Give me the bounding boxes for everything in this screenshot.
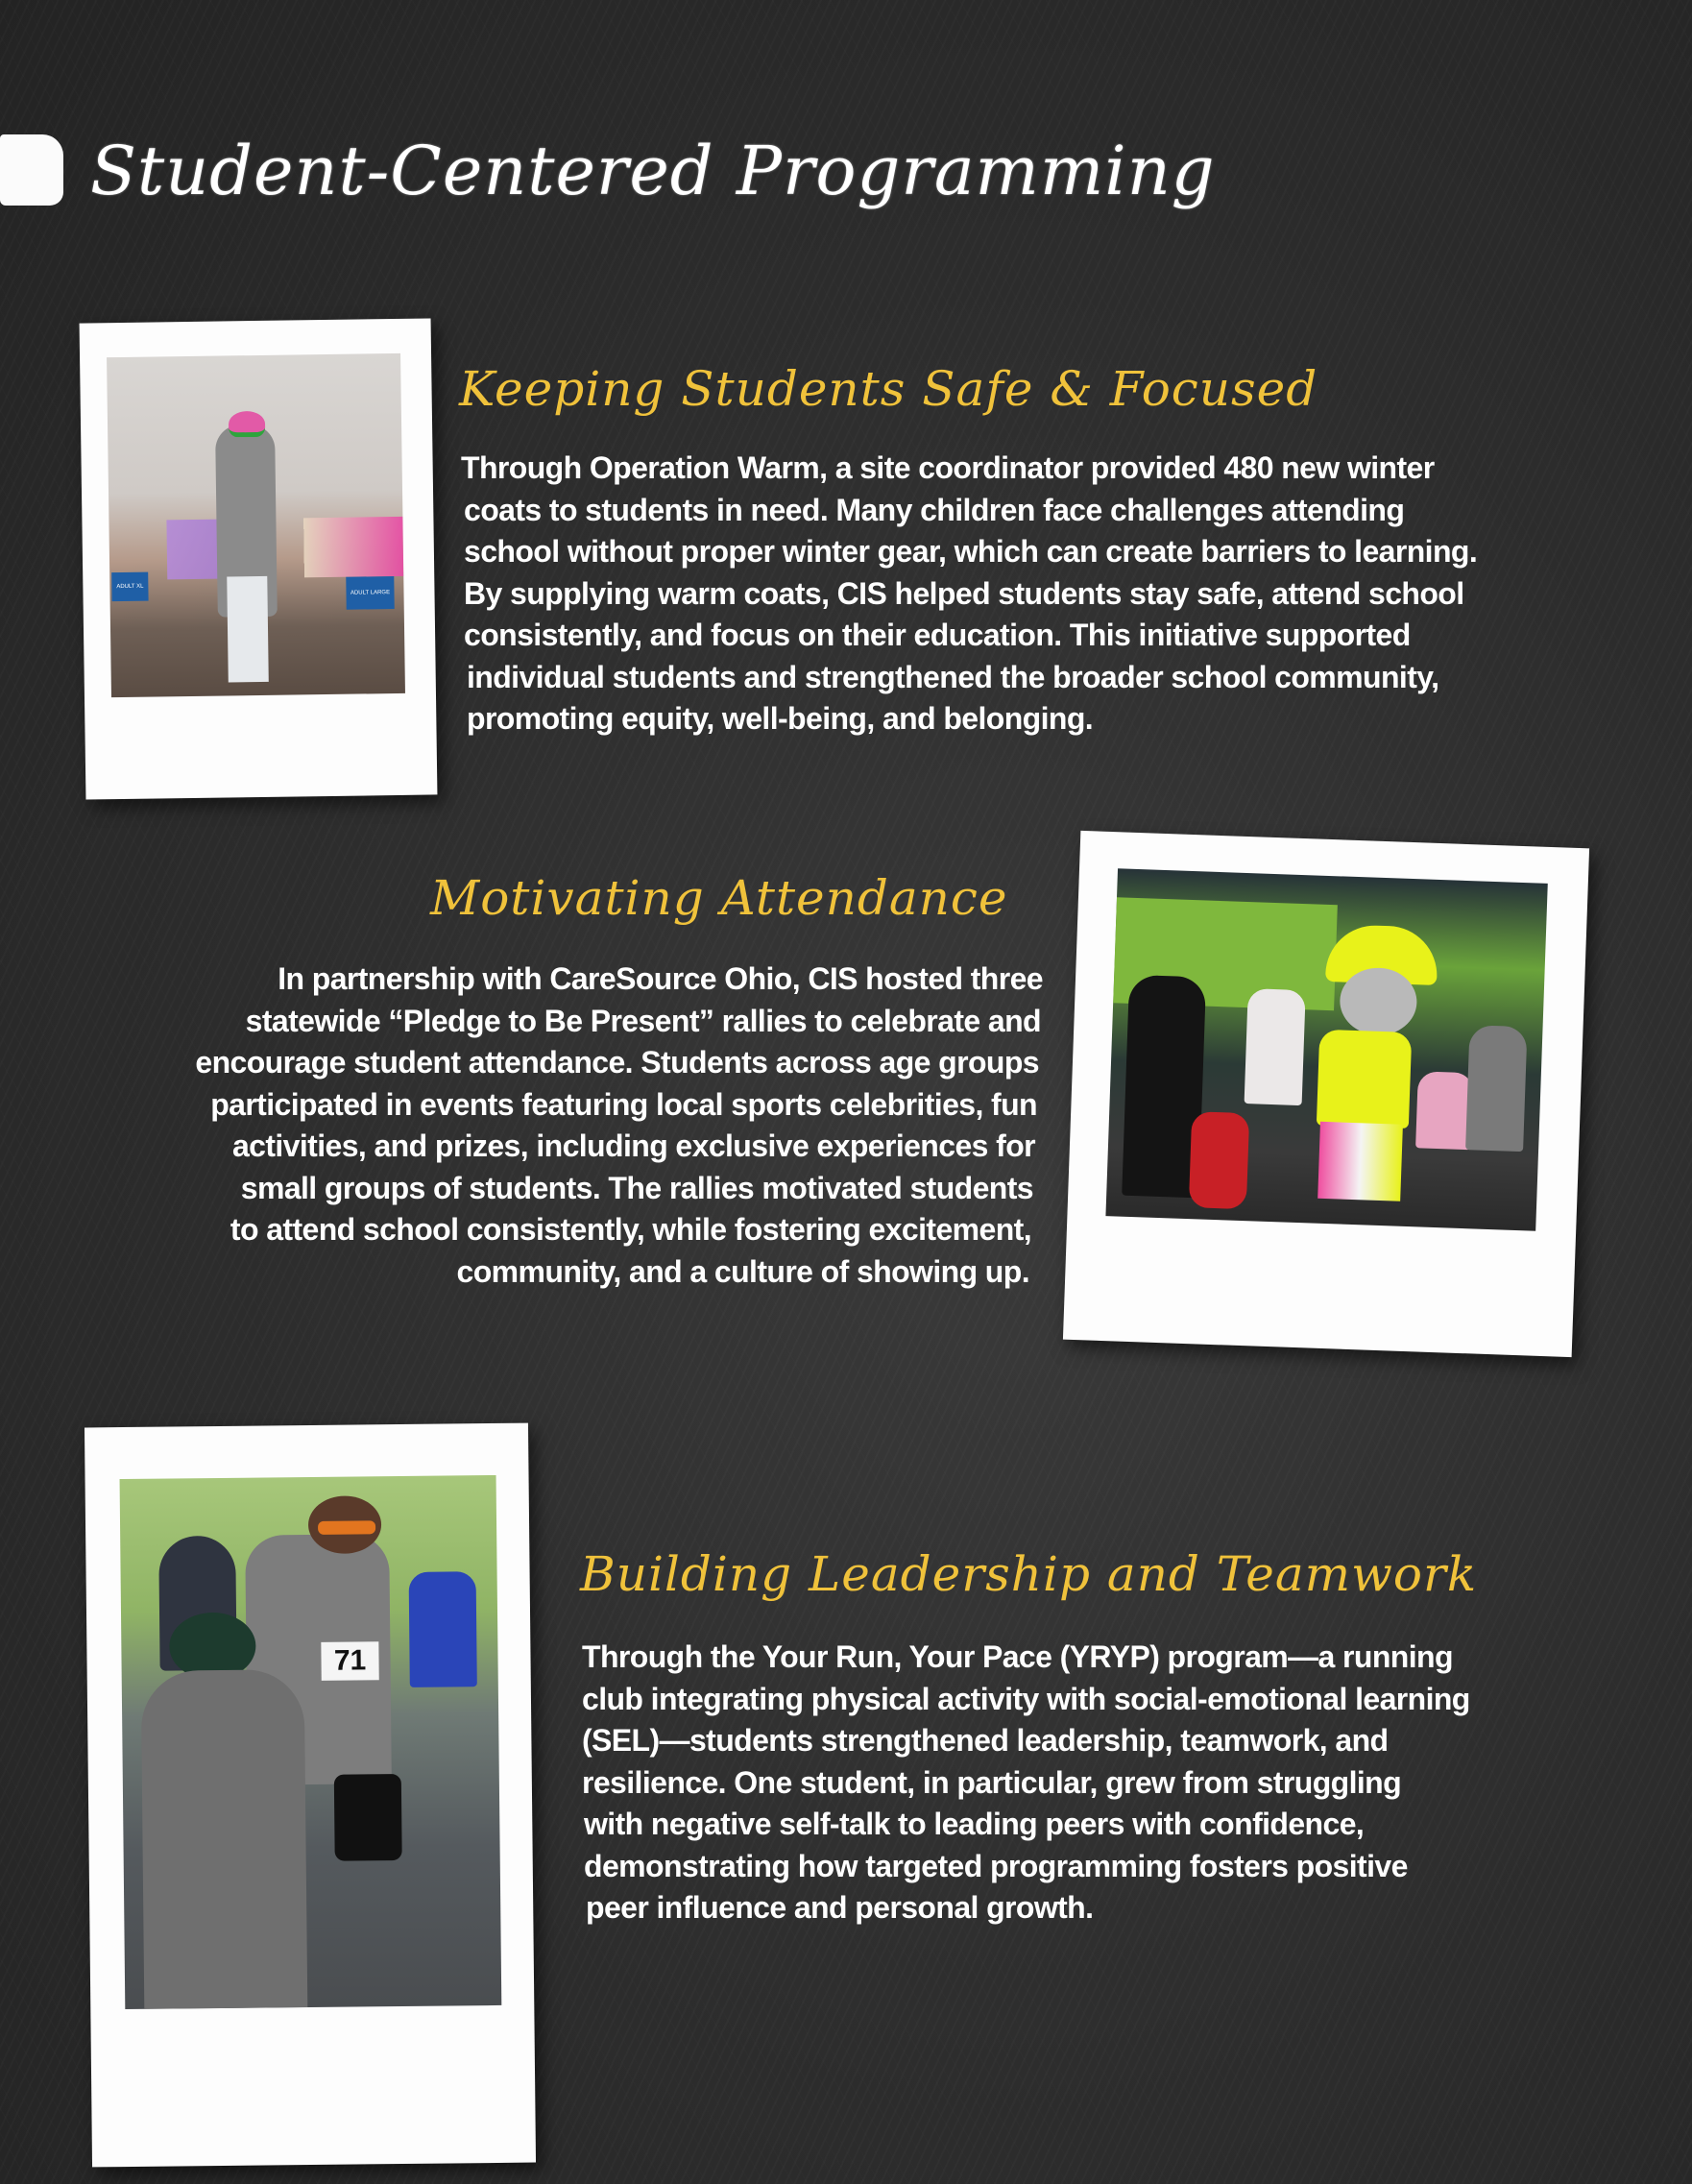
photo-attendance-rally [1105, 868, 1547, 1230]
photo-coat-drive [107, 353, 405, 697]
section-body-safe-focused: Through Operation Warm, a site coordinator provided 480 new winter coats to students in need. Many children face challenges attending school without proper winter gear, which can create barriers to learning. By supplying warm coats, CIS helped students stay safe, attend school consistently, and focus on their education. This initiative supported individual students and strengthened the broader school community, promoting equity, well-being, and belonging. [461, 450, 1478, 736]
polaroid-photo-running [85, 1423, 536, 2168]
section-heading-leadership: Building Leadership and Teamwork [580, 1546, 1478, 1602]
section-body-leadership: Through the Your Run, Your Pace (YRYP) program—a running club integrating physical activity with social-emotional learning (SEL)—students strengthened leadership, teamwork, and resilience. One student, in particular, grew from struggling with negative self-talk to leading peers with confidence, demonstrating how targeted programming fosters positive peer influence and personal growth. [582, 1639, 1470, 1925]
chalk-eraser-mark [0, 134, 63, 206]
photo-running-club [120, 1475, 502, 2009]
polaroid-photo-coats [80, 318, 438, 799]
polaroid-photo-rally [1063, 831, 1589, 1357]
race-bib: 71 [321, 1641, 378, 1681]
sign-adult-large: ADULT LARGE [346, 576, 394, 610]
section-heading-safe-focused: Keeping Students Safe & Focused [459, 361, 1318, 417]
section-heading-attendance: Motivating Attendance [430, 870, 1008, 926]
section-body-attendance: In partnership with CareSource Ohio, CIS hosted three statewide “Pledge to Be Present” rallies to celebrate and encourage student attendance. Students across age groups participated in events featuring local sports celebrities, fun activities, and prizes, including exclusive experiences for small groups of students. The rallies motivated students to attend school consistently, while fostering excitement, community, and a culture of showing up. [195, 961, 1043, 1289]
sign-adult-xl: ADULT XL [111, 572, 148, 602]
page-title: Student-Centered Programming [90, 132, 1216, 210]
